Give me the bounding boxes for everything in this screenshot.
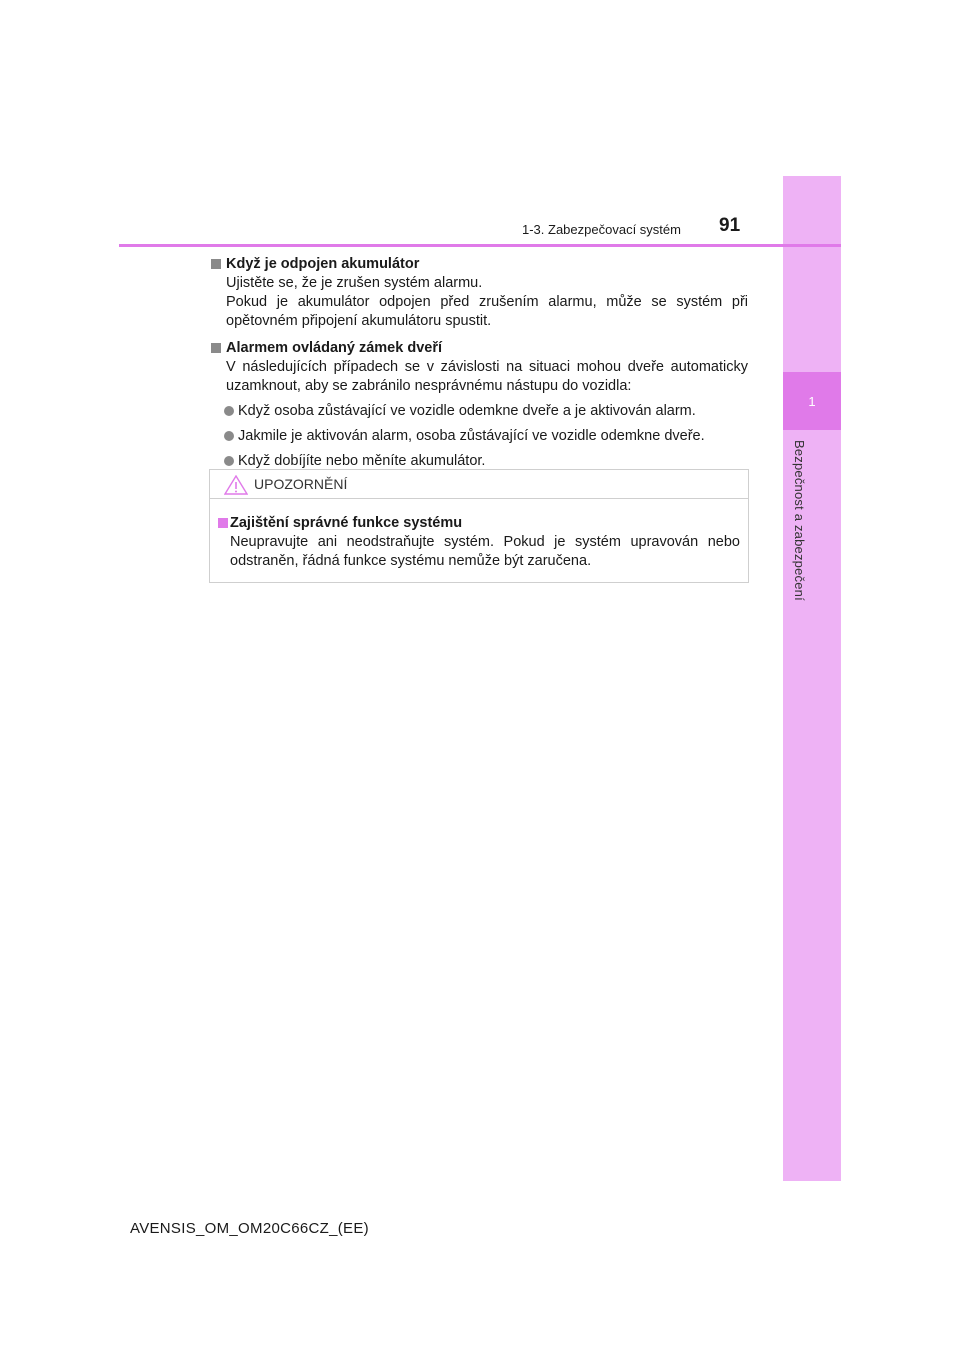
list-item-text: Když osoba zůstávající ve vozidle odemkne dveře a je aktivován alarm. bbox=[238, 403, 696, 419]
section-heading bbox=[210, 339, 748, 358]
section-heading bbox=[210, 255, 748, 274]
warning-heading-text: Zajištění správné funkce systému bbox=[230, 515, 463, 531]
warning-heading bbox=[214, 514, 740, 533]
square-bullet-icon bbox=[211, 259, 221, 269]
header-rule bbox=[119, 244, 841, 247]
warning-label: UPOZORNĚNÍ bbox=[254, 476, 348, 492]
paragraph-line: Pokud je akumulátor odpojen před zrušením alarmu, může se systém při opětovném připojení akumulátoru spustit. bbox=[226, 294, 748, 329]
warning-text: Neupravujte ani neodstraňujte systém. Pokud je systém upravován nebo odstraněn, řádná funkce systému nemůže být zaručena. bbox=[230, 534, 740, 569]
list-item-text: Když dobíjíte nebo měníte akumulátor. bbox=[238, 453, 486, 469]
section-heading-text: Když je odpojen akumulátor bbox=[226, 256, 420, 272]
list-item-text: Jakmile je aktivován alarm, osoba zůstávající ve vozidle odemkne dveře. bbox=[238, 428, 705, 444]
warning-body bbox=[214, 512, 740, 571]
square-bullet-icon bbox=[211, 343, 221, 353]
round-bullet-icon bbox=[224, 406, 234, 416]
list-item bbox=[210, 427, 748, 446]
paragraph bbox=[210, 358, 748, 396]
warning-triangle-icon bbox=[224, 475, 248, 495]
doc-code: AVENSIS_OM_OM20C66CZ_(EE) bbox=[130, 1220, 369, 1237]
chapter-number: 1 bbox=[808, 394, 816, 409]
paragraph bbox=[210, 274, 748, 331]
page-number: 91 bbox=[719, 215, 741, 236]
section-title: 1-3. Zabezpečovací systém bbox=[522, 222, 681, 237]
square-bullet-icon bbox=[218, 518, 228, 528]
section-heading-text: Alarmem ovládaný zámek dveří bbox=[226, 340, 442, 356]
chapter-title: Bezpečnost a zabezpečení bbox=[792, 440, 807, 601]
paragraph-line: Ujistěte se, že je zrušen systém alarmu. bbox=[226, 275, 483, 291]
list-item bbox=[210, 402, 748, 421]
paragraph-line: V následujících případech se v závislosti na situaci mohou dveře automaticky uzamknout, aby se zabránilo nesprávnému nástupu do vozidla: bbox=[226, 359, 748, 394]
main-content bbox=[210, 253, 748, 471]
round-bullet-icon bbox=[224, 456, 234, 466]
side-tab bbox=[783, 176, 841, 1181]
warning-header bbox=[210, 470, 748, 499]
warning-box bbox=[209, 469, 749, 583]
round-bullet-icon bbox=[224, 431, 234, 441]
chapter-box bbox=[783, 372, 841, 430]
